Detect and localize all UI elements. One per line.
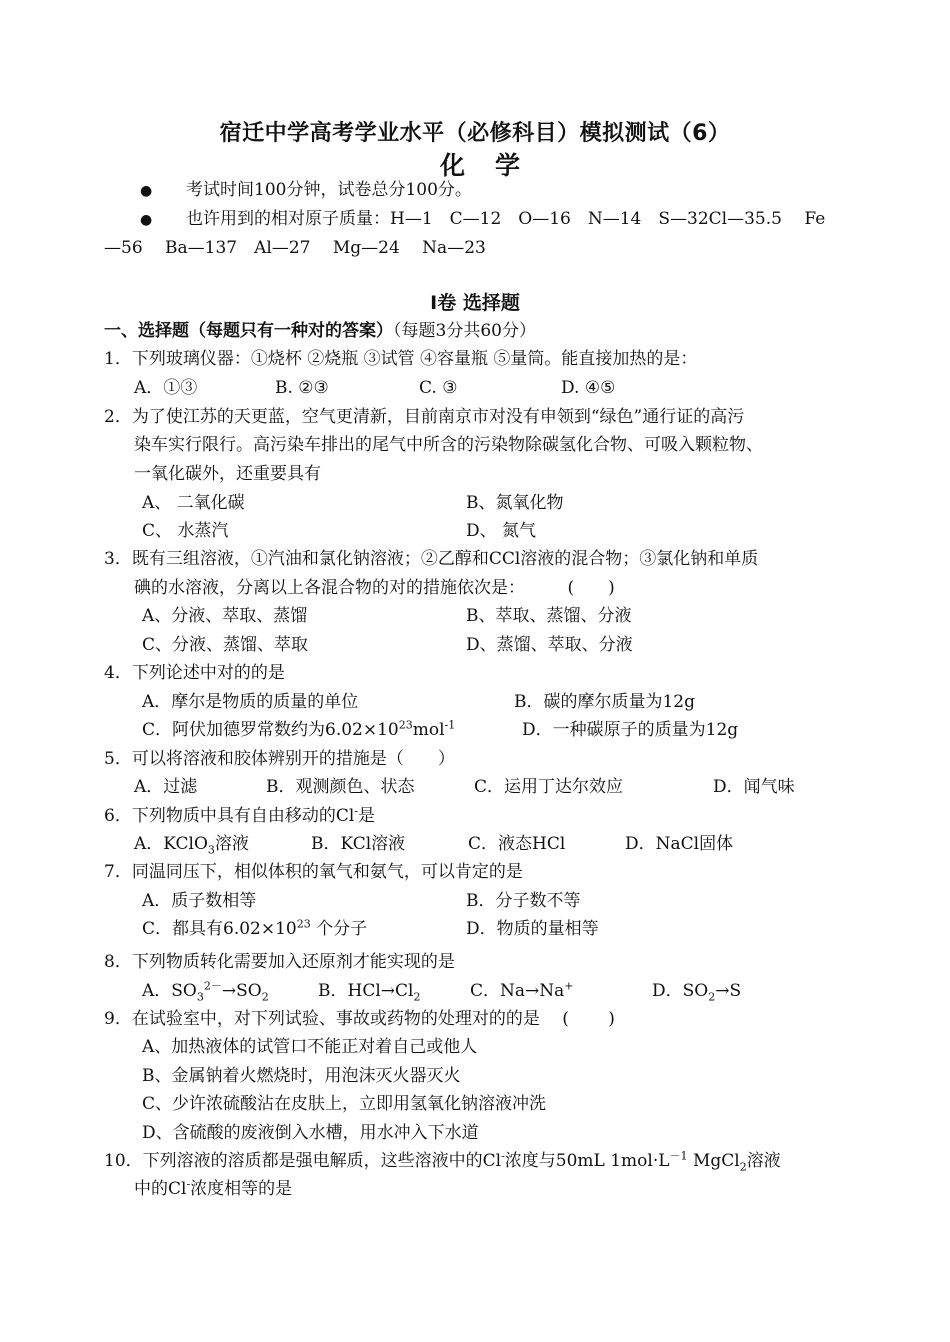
q1-option-a: A．①③ <box>134 378 198 398</box>
q9-stem: 9．在试验室中，对下列试验、事故或药物的处理对的的是 ( ) <box>104 1009 615 1029</box>
section-heading <box>104 319 536 343</box>
q6-option-c: C．液态HCl <box>468 834 566 854</box>
q1-option-b: B. ②③ <box>275 378 329 398</box>
q2-option-b: B、氮氧化物 <box>466 493 564 513</box>
q7-stem: 7．同温同压下，相似体积的氧气和氨气，可以肯定的是 <box>104 862 523 882</box>
q4-option-c-exp: 23 <box>398 718 413 732</box>
q10-text-1: 10．下列溶液的溶质都是强电解质，这些溶液中的Cl <box>104 1151 502 1171</box>
q10-text-3: MgCl <box>687 1151 740 1171</box>
q5-option-d: D．闻气味 <box>713 777 795 797</box>
section-title: Ⅰ卷 选择题 <box>430 292 520 314</box>
q2-stem-line2: 染车实行限行。高污染车排出的尾气中所含的污染物除碳氢化合物、可吸入颗粒物、 <box>134 435 763 455</box>
q10-stem-line1 <box>104 1149 781 1173</box>
q6-option-d: D．NaCl固体 <box>625 834 734 854</box>
q2-stem-line1: 2．为了使江苏的天更蓝，空气更清新，目前南京市对没有申领到“绿色”通行证的高污 <box>104 407 745 427</box>
q8-option-a-sub: 3 <box>196 990 204 1004</box>
q10-unit-exp: －1 <box>669 1149 688 1163</box>
q9-option-d: D、含硫酸的废液倒入水槽，用水冲入下水道 <box>142 1123 479 1143</box>
q1-option-c: C. ③ <box>419 378 458 398</box>
section-heading-main: 一、选择题（每题只有一种对的答案） <box>104 321 393 341</box>
q1-option-d: D. ④⑤ <box>561 378 616 398</box>
q8-option-a-text: A．SO <box>142 981 197 1001</box>
note-time: 考试时间100分钟，试卷总分100分。 <box>186 180 472 200</box>
q8-option-c <box>470 979 574 1003</box>
q4-option-a: A．摩尔是物质的质量的单位 <box>142 692 359 712</box>
section-heading-note: （每题3分共60分） <box>393 321 536 341</box>
q10-text-2: 浓度与50mL 1mol·L <box>504 1151 670 1171</box>
q8-option-a-mid: →SO <box>221 981 262 1001</box>
q8-option-b-text: B．HCl→Cl <box>318 981 414 1001</box>
q10-line2-end: 浓度相等的是 <box>190 1179 293 1199</box>
q7-option-c-end: 个分子 <box>310 919 368 939</box>
q10-charge-1: - <box>501 1149 505 1163</box>
q8-option-d-text: D．SO <box>652 981 709 1001</box>
q8-option-a-sub2: 2 <box>261 990 269 1004</box>
q6-option-a <box>134 832 249 856</box>
q10-sub: 2 <box>739 1160 747 1174</box>
q8-option-a <box>142 979 269 1003</box>
q8-option-c-charge: + <box>564 979 574 993</box>
q6-option-b: B．KCl溶液 <box>311 834 406 854</box>
q6-stem-text: 6．下列物质中具有自由移动的Cl <box>104 806 355 826</box>
q7-option-d: D．物质的量相等 <box>466 919 599 939</box>
q8-option-c-text: C．Na→Na <box>470 981 565 1001</box>
q8-option-a-charge: 2－ <box>203 979 222 993</box>
q6-stem <box>104 804 375 828</box>
q7-option-a: A．质子数相等 <box>142 891 257 911</box>
exam-subject: 化学 <box>439 151 550 180</box>
q10-line2-text: 中的Cl <box>134 1179 187 1199</box>
q6-stem-charge: - <box>354 804 358 818</box>
q8-stem: 8．下列物质转化需要加入还原剂才能实现的是 <box>104 952 455 972</box>
q4-stem: 4．下列论述中对的的是 <box>104 663 285 683</box>
q4-option-d: D．一种碳原子的质量为12g <box>522 720 739 740</box>
q6-option-a-text: A．KClO <box>134 834 208 854</box>
q3-option-d: D、蒸馏、萃取、分液 <box>466 635 633 655</box>
q8-option-b <box>318 979 420 1003</box>
q10-text-4: 溶液 <box>746 1151 781 1171</box>
q10-stem-line2 <box>134 1177 292 1201</box>
q3-stem-line2: 碘的水溶液，分离以上各混合物的对的措施依次是： ( ) <box>134 578 615 598</box>
bullet-icon: ● <box>140 212 153 228</box>
q3-option-c: C、分液、蒸馏、萃取 <box>142 635 309 655</box>
q10-line2-charge: - <box>186 1177 191 1191</box>
exam-title: 宿迁中学高考学业水平（必修科目）模拟测试（6） <box>219 121 731 146</box>
q4-option-c-text: C．阿伏加德罗常数约为6.02×10 <box>142 720 399 740</box>
q9-option-a: A、加热液体的试管口不能正对着自己或他人 <box>142 1037 478 1057</box>
q5-option-a: A．过滤 <box>134 777 198 797</box>
bullet-icon: ● <box>140 183 153 199</box>
q6-stem-end: 是 <box>357 806 375 826</box>
q1-stem: 1．下列玻璃仪器：①烧杯 ②烧瓶 ③试管 ④容量瓶 ⑤量筒。能直接加热的是： <box>104 349 698 369</box>
q8-option-d <box>652 979 741 1003</box>
q3-option-a: A、分液、萃取、蒸馏 <box>142 606 308 626</box>
q9-option-c: C、少许浓硫酸沾在皮肤上，立即用氢氧化钠溶液冲洗 <box>142 1094 547 1114</box>
q3-stem-line1: 3．既有三组溶液，①汽油和氯化钠溶液；②乙醇和CCl溶液的混合物；③氯化钠和单质 <box>104 549 759 569</box>
note-atomic-mass: 也许用到的相对原子质量：H—1 C—12 O—16 N—14 S—32Cl—35.5 Fe <box>186 209 826 229</box>
q4-option-c <box>142 718 455 742</box>
q6-option-a-sub: 3 <box>207 843 215 857</box>
q3-option-b: B、萃取、蒸馏、分液 <box>466 606 632 626</box>
note-atomic-mass-cont: —56 Ba—137 Al—27 Mg—24 Na—23 <box>104 238 486 258</box>
q7-option-c <box>142 917 367 941</box>
q8-option-b-sub: 2 <box>413 990 421 1004</box>
q7-option-b: B．分子数不等 <box>466 891 581 911</box>
q2-option-d: D、 氮气 <box>466 521 537 541</box>
q9-option-b: B、金属钠着火燃烧时，用泡沫灭火器灭火 <box>142 1066 461 1086</box>
q5-stem: 5．可以将溶液和胶体辨别开的措施是（ ） <box>104 749 455 769</box>
q8-option-d-sub: 2 <box>708 990 716 1004</box>
q4-option-b: B．碳的摩尔质量为12g <box>514 692 696 712</box>
q2-stem-line3: 一氧化碳外，还重要具有 <box>134 464 321 484</box>
q4-option-c-unit-exp: -1 <box>444 718 456 732</box>
q4-option-c-unit: mol <box>412 720 445 740</box>
q7-option-c-exp: 23 <box>296 917 311 931</box>
q2-option-a: A、 二氧化碳 <box>142 493 245 513</box>
q2-option-c: C、 水蒸汽 <box>142 521 229 541</box>
q5-option-b: B．观测颜色、状态 <box>266 777 415 797</box>
q5-option-c: C．运用丁达尔效应 <box>474 777 624 797</box>
q8-option-d-end: →S <box>715 981 742 1001</box>
q6-option-a-end: 溶液 <box>214 834 249 854</box>
q7-option-c-text: C．都具有6.02×10 <box>142 919 297 939</box>
